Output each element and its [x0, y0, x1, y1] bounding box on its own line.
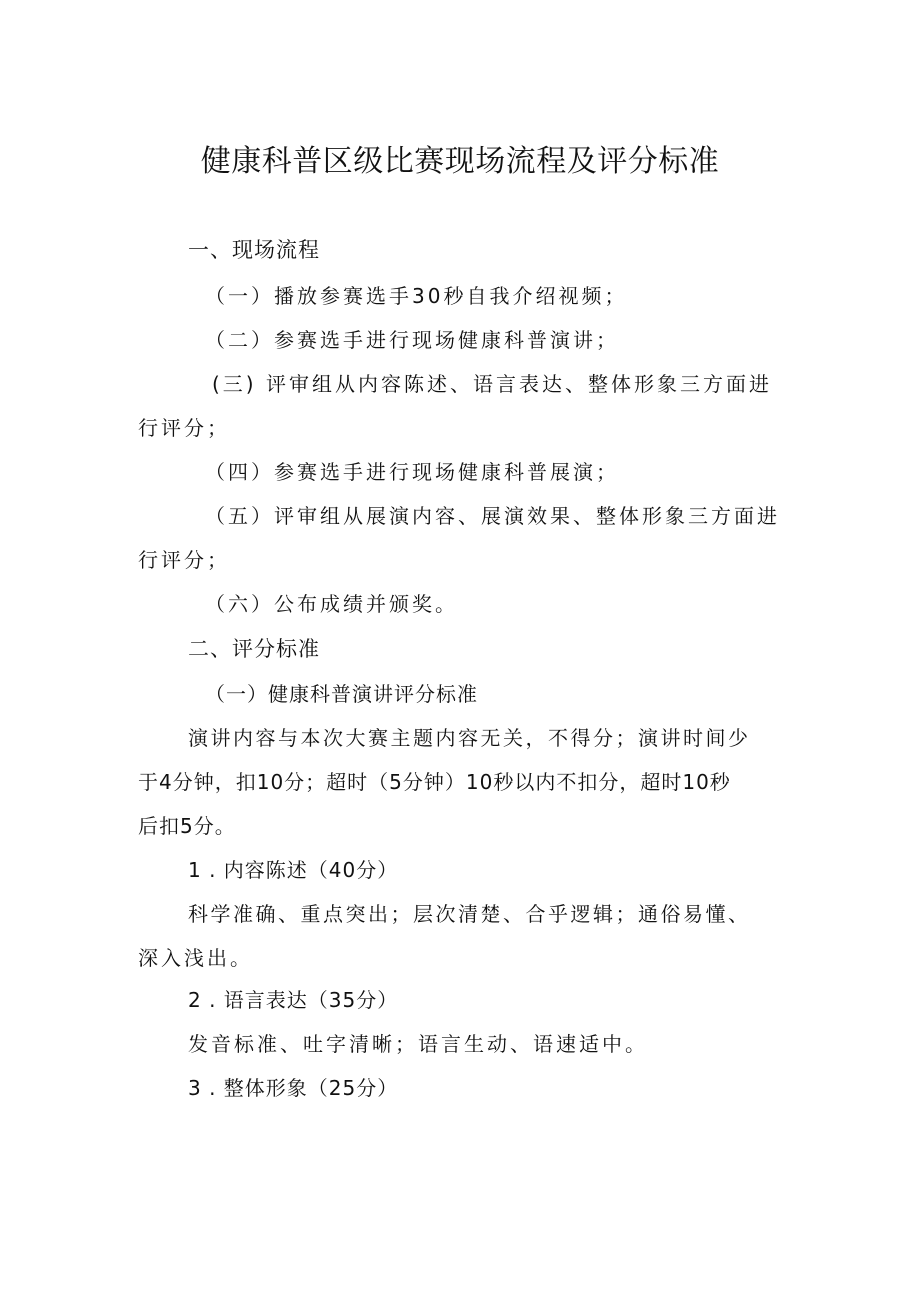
process-item-5: （五）评审组从展演内容、展演效果、整体形象三方面进	[205, 504, 780, 528]
document-title: 健康科普区级比赛现场流程及评分标准	[200, 144, 720, 179]
process-item-5-cont: 行评分；	[138, 548, 230, 572]
process-item-4: （四）参赛选手进行现场健康科普展演；	[205, 460, 619, 484]
criterion-2-desc-line-1: 发音标准、吐字清晰；语言生动、语速适中。	[188, 1032, 648, 1056]
rule-line-3: 后扣5分。	[138, 814, 236, 838]
criterion-1-label: 1 . 内容陈述（40分）	[188, 858, 399, 882]
criterion-1-desc-line-2: 深入浅出。	[138, 946, 253, 970]
process-item-3-cont: 行评分；	[138, 416, 230, 440]
process-item-1: （一）播放参赛选手30秒自我介绍视频；	[205, 284, 628, 308]
rule-line-1: 演讲内容与本次大赛主题内容无关，不得分；演讲时间少	[188, 726, 751, 750]
section-heading-scoring: 二、评分标准	[188, 637, 320, 661]
criterion-2-label: 2 . 语言表达（35分）	[188, 988, 399, 1012]
process-item-6: （六）公布成绩并颁奖。	[205, 592, 458, 616]
criterion-3-label: 3 . 整体形象（25分）	[188, 1076, 399, 1100]
process-item-2: （二）参赛选手进行现场健康科普演讲；	[205, 328, 619, 352]
process-item-3: (三) 评审组从内容陈述、语言表达、整体形象三方面进	[212, 372, 772, 396]
rule-line-2: 于4分钟，扣10分；超时（5分钟）10秒以内不扣分，超时10秒	[138, 770, 731, 794]
criterion-1-desc-line-1: 科学准确、重点突出；层次清楚、合乎逻辑；通俗易懂、	[188, 902, 751, 926]
scoring-sub-heading: （一）健康科普演讲评分标准	[205, 682, 478, 706]
section-heading-process: 一、现场流程	[188, 238, 320, 262]
